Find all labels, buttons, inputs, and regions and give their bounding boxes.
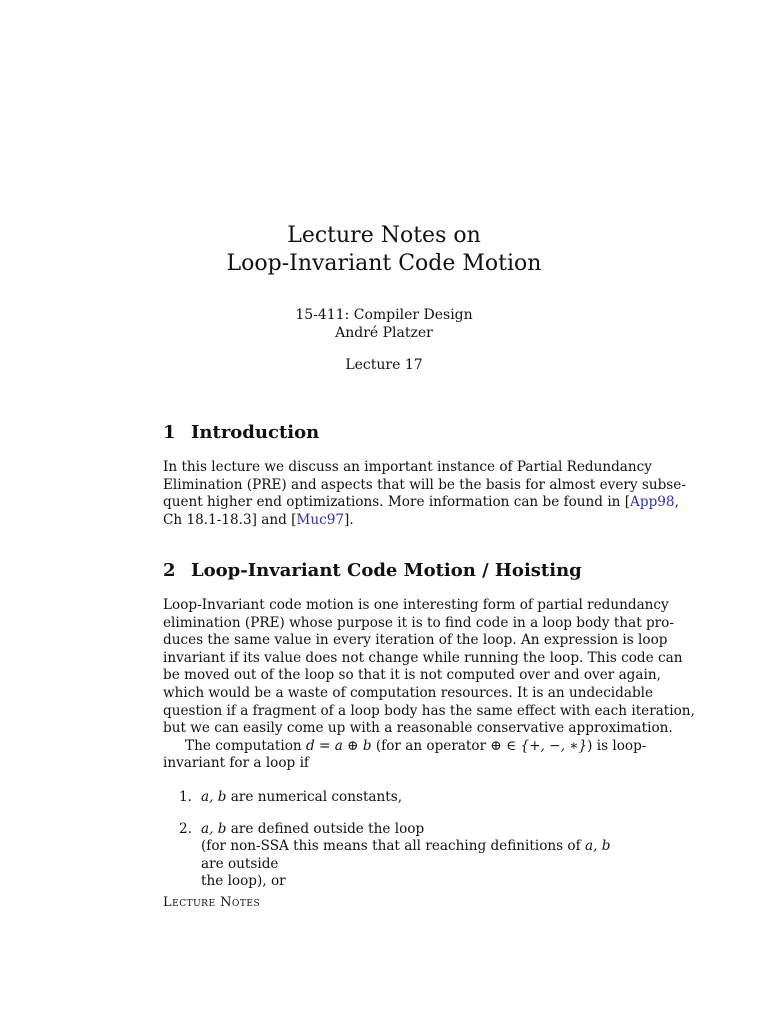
loop-invariant-paragraph (163, 597, 695, 773)
section-title: Loop-Invariant Code Motion / Hoisting (191, 560, 582, 581)
section-heading-loop-invariant (163, 560, 582, 582)
paragraph-line: Elimination (PRE) and aspects that will be the basis for almost every subse- (163, 476, 686, 493)
paragraph-line: question if a fragment of a loop body has the same effect with each iteration, (163, 702, 695, 719)
math-expression: a, b (584, 838, 611, 855)
author-name: André Platzer (335, 325, 433, 341)
section-number: 2 (163, 560, 176, 581)
paragraph-line: which would be a waste of computation resources. It is an undecidable (163, 684, 654, 701)
paragraph-line: duces the same value in every iteration of the loop. An expression is loop (163, 632, 668, 649)
page-footer: Lecture Notes (163, 895, 261, 910)
lecture-number: Lecture 17 (345, 357, 423, 373)
math-expression: a, b (201, 820, 227, 837)
math-expression: d = a ⊕ b (305, 737, 372, 754)
section-title: Introduction (191, 422, 320, 443)
paragraph-line: Loop-Invariant code motion is one interesting form of partial redundancy (163, 597, 669, 613)
list-item: 1. a, b are numerical constants, (179, 789, 403, 805)
title-line-1: Lecture Notes on (287, 223, 481, 248)
math-expression: a, b (201, 789, 227, 805)
math-expression: ⊕ ∈ {+, −, ∗} (490, 737, 588, 754)
paragraph-line: invariant if its value does not change while running the loop. This code can (163, 649, 683, 666)
section-number: 1 (163, 422, 176, 443)
paragraph-line: Ch 18.1-18.3] and [Muc97]. (163, 511, 354, 528)
paragraph-line: In this lecture we discuss an important instance of Partial Redundancy (163, 459, 652, 475)
citation-link[interactable]: App98 (630, 494, 675, 511)
list-number: 2. (179, 820, 192, 837)
list-number: 1. (179, 789, 192, 805)
paragraph-line: elimination (PRE) whose purpose it is to find code in a loop body that pro- (163, 614, 674, 631)
paragraph-line: The computation d = a ⊕ b (for an operator ⊕ ∈ {+, −, ∗}) is loop- (185, 737, 647, 754)
document-title (0, 222, 768, 278)
section-heading-introduction (163, 422, 319, 444)
paragraph-line: quent higher end optimizations. More information can be found in [App98, (163, 494, 679, 511)
paragraph-line: be moved out of the loop so that it is not computed over and over again, (163, 667, 661, 684)
course-author-block (0, 306, 768, 342)
citation-link[interactable]: Muc97 (296, 511, 345, 528)
introduction-paragraph (163, 459, 686, 529)
title-line-2: Loop-Invariant Code Motion (226, 251, 542, 276)
course-name: 15-411: Compiler Design (295, 307, 473, 323)
condition-list (179, 789, 615, 891)
paragraph-line: invariant for a loop if (163, 755, 309, 772)
paragraph-line: but we can easily come up with a reasonable conservative approximation. (163, 720, 673, 737)
list-item: 2. a, b are defined outside the loop (for non-SSA this means that all reaching definitions of a, b are outside the loop), or (179, 820, 611, 890)
